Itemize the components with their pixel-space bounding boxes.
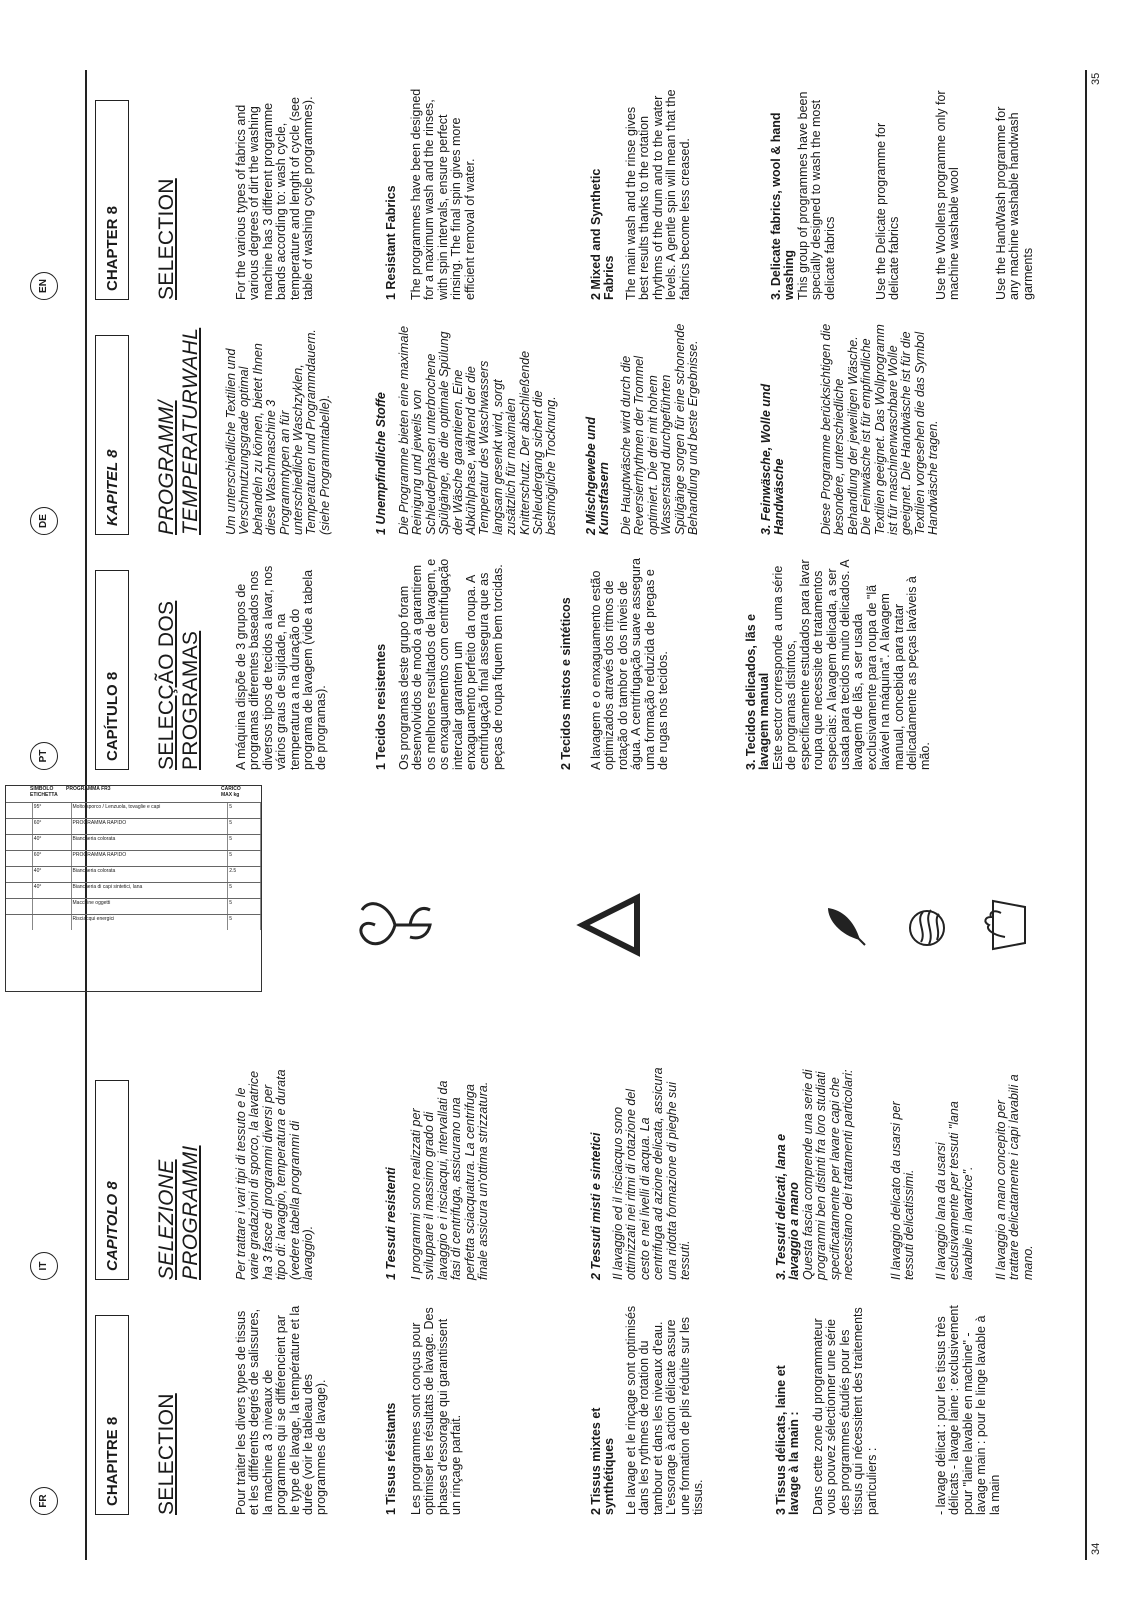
page-title: [155, 328, 203, 535]
table-header-load: CARICO MAX kg: [221, 786, 241, 798]
section-heading-3: 3. Delicate fabrics, wool & hand washing: [769, 112, 797, 300]
intro-paragraph: For the various types of fabrics and various degrees of dirt the washing machine has 3 different programme bands according to: wash cycle, temperature and lenght of cycle (see table of washing cycle programmes).: [234, 96, 316, 300]
table-cell-load: 5: [228, 819, 261, 834]
table-cell-programme: Biancheria colorata: [72, 867, 229, 882]
italian-column: [0, 1065, 1132, 1285]
english-column: [0, 80, 1132, 305]
section-heading-2: 2 Tissus mixtes et synthétiques: [589, 1407, 617, 1515]
table-cell-load: 5: [228, 883, 261, 898]
intro-paragraph: Pour traiter les divers types de tissus et les différents degrés de salissures, la machine a 3 niveaux de programmes qui se différencient par le type de lavage, la température et la durée (voir le tableau des programmes de lavage).: [234, 1305, 329, 1515]
table-cell-programme: Macchine oggetti: [72, 899, 229, 914]
table-cell-index: [6, 867, 33, 882]
section-paragraph-3: This group of programmes have been specially designed to wash the most delicate fabrics: [796, 91, 837, 300]
section-heading-1: 1 Tissus résistants: [384, 1402, 398, 1515]
chapter-label: CHAPITRE 8: [95, 1315, 129, 1515]
table-cell-load: 2.5: [228, 867, 261, 882]
table-cell-programme: Biancheria colorata: [72, 835, 229, 850]
page-title-line-1: SELEZIONE: [155, 1159, 178, 1280]
section-paragraph-1: Die Programme bieten eine maximale Reinigung und jeweils von Schleuderphasen unterbrochene Spülgänge, die die optimale Spülung der Wäsche garantieren. Eine Abkühlphase, während der die Temperatur des Waschwassers langsam gesenkt wird, sorgt zusätzlich für maximalen Knitterschutz. Der abschließende Schleudergang sichert die bestmögliche Trocknung.: [397, 325, 559, 535]
french-column: [0, 1300, 1132, 1520]
table-cell-load: 5: [228, 915, 261, 930]
wool-ball-icon: [905, 905, 950, 950]
section-heading-1: 1 Tecidos resistentes: [374, 643, 388, 770]
page-title: [155, 601, 203, 770]
section-paragraph-2: Le lavage et le rinçage sont optimisés dans les rythmes de rotation du tambour et dans les niveaux d'eau. L'essorage à action délicate assure une formation de plis réduite sur les tissus.: [624, 1305, 706, 1515]
section-paragraph-3: Dans cette zone du programmateur vous pouvez sélectionner une série des programmes étudiés pour les tissus qui nécessitent des traitements particuliers :: [811, 1307, 879, 1515]
table-cell-load: 5: [228, 851, 261, 866]
cotton-boll-icon: [350, 885, 440, 965]
french-flag-icon: FR: [30, 1487, 58, 1515]
table-cell-symbol: 60°: [33, 851, 72, 866]
section-paragraph-1: I programmi sono realizzati per sviluppare il massimo grado di lavaggio e i risciacqui, intervallati da fasi di centrifuga, assicurano una perfetta sciacquatura. La centrifuga finale assicura un'ottima strizzatura.: [409, 1080, 491, 1280]
table-row: [6, 866, 261, 882]
section-heading-3: 3. Feinwäsche, Wolle und Handwäsche: [759, 383, 787, 535]
triangle-symbol-icon: [575, 890, 645, 960]
section-paragraph-4: - lavage délicat : pour les tissus très délicats - lavage laine : exclusivement pour "laine lavable en machine" -lavage main : pour le linge lavable à la main: [934, 1305, 1002, 1515]
hand-wash-icon: [975, 895, 1030, 955]
table-cell-programme: Biancheria di capi sintetici, lana: [72, 883, 229, 898]
page-number-left: 34: [1090, 1542, 1102, 1555]
table-cell-symbol: 40°: [33, 883, 72, 898]
page-title-line-2: TEMPERATURWAHL: [179, 327, 202, 535]
section-paragraph-5: Use the Woollens programme only for machine washable wool: [934, 90, 962, 300]
english-flag-icon: EN: [30, 272, 58, 300]
section-paragraph-4: Il lavaggio delicato da usarsi per tessuti delicatissimi.: [889, 1101, 917, 1280]
chapter-label: KAPITEL 8: [95, 335, 129, 535]
table-cell-index: [6, 851, 33, 866]
section-paragraph-3: Questa fascia comprende una serie di programmi ben distinti fra loro studiati specificatamente per lavare capi che necessitano dei trattamenti particolari:: [801, 1069, 856, 1280]
section-heading-2: 2 Tessuti misti e sintetici: [589, 1132, 603, 1280]
german-column: [0, 320, 1132, 540]
table-cell-index: [6, 819, 33, 834]
intro-paragraph: Um unterschiedliche Textilien und Verschmutzungsgrade optimal behandeln zu können, bietet Ihnen diese Waschmaschine 3 Programmtypen an für unterschiedliche Waschzyklen, Temperaturen und Programmdauern. (siehe Programmtabelle).: [224, 329, 332, 535]
table-cell-symbol: [33, 915, 72, 930]
page-title-line-2: PROGRAMAS: [179, 630, 202, 770]
section-paragraph-3: Este sector corresponde a uma série de programas distintos, especificamente estudados para lavar roupa que necessite de tratamentos especiais: A lavagem delicada, a ser usada para tecidos muito delicados. A lavagem de lãs, a ser usada exclusivamente para roupa de "lã lavável na máquina". A lavagem manual, concebida para tratar delicadamente as peças laváveis à mão.: [771, 559, 933, 770]
section-heading-2: 2 Mischgewebe und Kunstfasern: [584, 416, 612, 535]
section-paragraph-3: Diese Programme berücksichtigen die besondere, unterschiedliche Behandlung der jeweiligen Wäsche. Die Feinwäsche ist für empfindliche Textilien geeignet. Das Wollprogramm ist für maschinenwaschbare Wolle geeignet. Die Handwäsche ist für die Textilien vorgesehen die das Symbol Handwäsche tragen.: [819, 323, 941, 535]
table-cell-index: [6, 899, 33, 914]
section-paragraph-2: Die Hauptwäsche wird durch die Reversierrhythmen der Trommel optimiert. Die drei mit hohem Wasserstand durchgeführten Spülgänge sorgen für eine schonende Behandlung und beste Ergebnisse.: [619, 323, 701, 535]
table-cell-symbol: 60°: [33, 819, 72, 834]
table-row: [6, 898, 261, 914]
chapter-label: CAPITOLO 8: [95, 1080, 129, 1280]
section-heading-1: 1 Unempfindliche Stoffe: [374, 392, 388, 535]
portuguese-flag-icon: PT: [30, 742, 58, 770]
portuguese-column: [0, 555, 1132, 775]
italian-flag-icon: IT: [30, 1252, 58, 1280]
section-heading-1: 1 Resistant Fabrics: [384, 185, 398, 300]
table-cell-programme: PROGRAMMA RAPIDO: [72, 851, 229, 866]
table-cell-symbol: 40°: [33, 867, 72, 882]
section-paragraph-6: Use the HandWash programme for any machine washable handwash garments: [994, 106, 1035, 300]
table-cell-index: [6, 915, 33, 930]
chapter-label: CHAPTER 8: [95, 100, 129, 300]
chapter-label: CAPÍTULO 8: [95, 570, 129, 770]
section-heading-1: 1 Tessuti resistenti: [384, 1167, 398, 1280]
section-heading-2: 2 Tecidos mistos e sintéticos: [559, 597, 573, 770]
table-cell-index: [6, 803, 33, 818]
table-cell-symbol: 40°: [33, 835, 72, 850]
section-paragraph-1: Les programmes sont conçus pour optimiser les résultats de lavage. Des phases d'essorage qui garantissent un rinçage parfait.: [409, 1307, 464, 1515]
program-table: [5, 785, 262, 992]
table-cell-symbol: 95°: [33, 803, 72, 818]
table-header-programme: PROGRAMMA FR3: [66, 786, 111, 792]
table-cell-index: [6, 883, 33, 898]
german-flag-icon: DE: [30, 507, 58, 535]
table-cell-programme: PROGRAMMA RAPIDO: [72, 819, 229, 834]
table-row: [6, 818, 261, 834]
pictogram-column: [0, 786, 1132, 1055]
table-cell-load: 5: [228, 899, 261, 914]
section-paragraph-2: Il lavaggio ed il risciacquo sono ottimizzati nei ritmi di rotazione del cesto e nei livelli di acqua. La centrifuga ad azione delicata, assicura una ridotta formazione di pieghe sui tessuti.: [611, 1067, 693, 1280]
section-paragraph-1: The programmes have been designed for a maximum wash and the rinses, with spin intervals, ensure perfect rinsing. The final spin gives more efficient removal of water.: [409, 88, 477, 300]
page-title: SELECTION: [155, 1393, 178, 1515]
page-number-right: 35: [1090, 72, 1102, 85]
section-heading-2: 2 Mixed and Synthetic Fabrics: [589, 168, 617, 300]
table-row: [6, 914, 261, 930]
table-cell-symbol: [33, 899, 72, 914]
section-paragraph-6: Il lavaggio a mano concepito per trattare delicatamente i capi lavabili a mano.: [994, 1074, 1035, 1280]
table-row: [6, 834, 261, 850]
section-heading-3: 3. Tessuti delicati, lana e lavaggio a mano: [774, 1133, 802, 1280]
section-heading-3: 3 Tissus délicats, laine et lavage à la main :: [774, 1365, 802, 1515]
table-row: [6, 802, 261, 818]
table-cell-index: [6, 835, 33, 850]
intro-paragraph: Per trattare i vari tipi di tessuto e le varie gradazioni di sporco, la lavatrice ha 3 fasce di programmi diversi per tipo di: lavaggio, temperatura e durata (vedere tabella programmi di lavaggio).: [234, 1069, 316, 1280]
page-title-line-1: PROGRAMM/: [155, 400, 178, 535]
intro-paragraph: A máquina dispõe de 3 grupos de programas diferentes baseados nos diversos tipos de tecidos a lavar, nos vários graus de sujidade, na temperatura a na duração do programa de lavagem (vide a tabela de programas).: [234, 565, 329, 770]
page-title-line-1: SELECÇÃO DOS: [155, 600, 178, 770]
section-paragraph-1: Os programas deste grupo foram desenvolvidos de modo a garantirem os melhores resultados de lavagem, e os enxaguamentos com centrifugação intercalar garantem um enxaguamento perfeito da roupa. A centrifugação final assegura que as peças de roupa fiquem bem torcidas.: [397, 558, 505, 770]
section-paragraph-4: Use the Delicate programme for delicate fabrics: [874, 122, 902, 300]
section-paragraph-2: The main wash and the rinse gives best results thanks to the rotation rhythms of the drum and to the water levels. A gentle spin will mean that the fabrics become less creased.: [624, 89, 692, 300]
page-title: [155, 1145, 203, 1280]
page-title: SELECTION: [155, 178, 178, 300]
table-cell-load: 5: [228, 835, 261, 850]
table-row: [6, 882, 261, 898]
section-paragraph-2: A lavagem e o enxaguamento estão optimizados através dos ritmos de rotação do tambor e dos níveis de água. A centrifugação suave assegura uma formação reduzida de pregas e de rugas nos tecidos.: [589, 558, 671, 770]
section-paragraph-5: Il lavaggio lana da usarsi esclusivamente per tessuti "lana lavabile in lavatrice".: [934, 1101, 975, 1280]
table-row: [6, 850, 261, 866]
table-cell-load: 5: [228, 803, 261, 818]
table-header-symbol: SIMBOLO ETICHETTA: [30, 786, 58, 798]
section-heading-3: 3. Tecidos delicados, lãs e lavagem manual: [744, 613, 772, 770]
table-cell-programme: Molto sporco / Lenzuola, tovaglie e capi: [72, 803, 229, 818]
table-cell-programme: Risciacqui energici: [72, 915, 229, 930]
page-title-line-2: PROGRAMMI: [179, 1145, 202, 1280]
feather-icon: [820, 900, 870, 950]
